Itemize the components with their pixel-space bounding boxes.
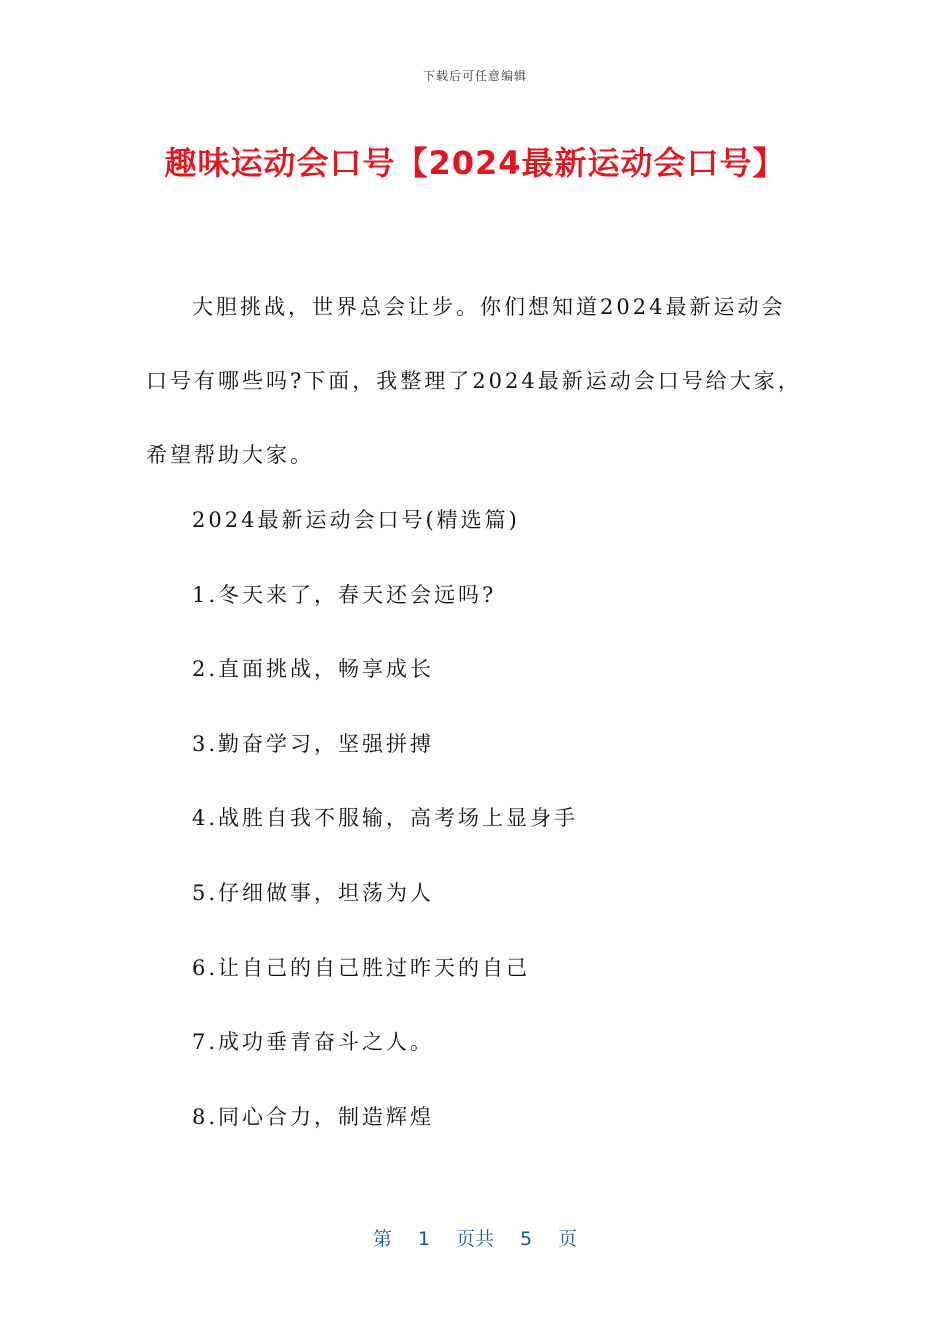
footer-suffix: 页	[558, 1228, 578, 1250]
list-item: 5.仔细做事，坦荡为人	[192, 880, 435, 905]
list-item: 4.战胜自我不服输，高考场上显身手	[192, 806, 579, 831]
list-item: 8.同心合力，制造辉煌	[192, 1104, 435, 1129]
total-pages-number: 5	[520, 1228, 533, 1250]
current-page-number: 1	[417, 1228, 430, 1250]
document-title: 趣味运动会口号【2024最新运动会口号】	[164, 144, 786, 182]
list-item: 2.直面挑战，畅享成长	[192, 657, 435, 682]
section-heading: 2024最新运动会口号(精选篇)	[192, 508, 520, 532]
list-item: 3.勤奋学习，坚强拼搏	[192, 731, 435, 756]
footer-middle: 页共	[455, 1228, 494, 1250]
list-item: 1.冬天来了，春天还会远吗?	[192, 582, 497, 607]
list-item: 7.成功垂青奋斗之人。	[192, 1030, 435, 1055]
slogan-list	[192, 493, 812, 1164]
footer-prefix: 第	[372, 1228, 392, 1250]
intro-paragraph: 大胆挑战，世界总会让步。你们想知道2024最新运动会口号有哪些吗?下面，我整理了2024最新运动会口号给大家，希望帮助大家。	[146, 295, 802, 467]
header-note: 下载后可任意编辑	[422, 69, 527, 83]
page-footer	[0, 1224, 950, 1251]
list-item: 6.让自己的自己胜过昨天的自己	[192, 955, 531, 980]
